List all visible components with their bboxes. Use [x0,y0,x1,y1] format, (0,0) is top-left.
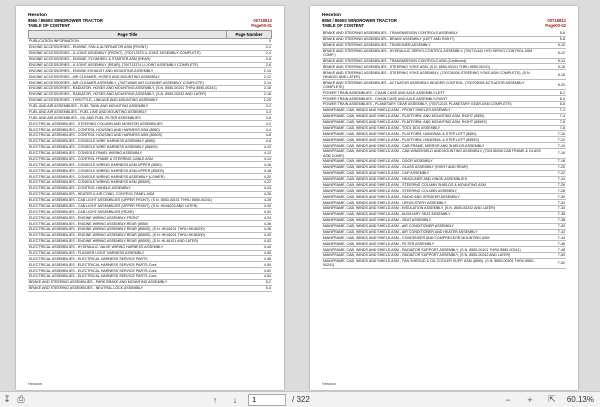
toc-row[interactable] [322,149,566,159]
toc-list-left [28,39,272,292]
toc-entry-title: ELECTRICAL ASSEMBLIES - CONSOLE WIRING HARNESS ASM-UPPER (8550) [29,162,162,167]
toc-entry-title: ELECTRICAL ASSEMBLIES - ENGINE WIRING ASSEMBLY-REAR (8550S), (S.N. HK46201 THRU HK46300) [29,233,205,238]
toc-entry-title: MAINFRAME, CAB, WINDS AND SHIELD ASM - FILTER ASSEMBLY [323,241,435,246]
toc-entry-page: 4-52 [263,268,271,273]
toc-entry-title: MAINFRAME, CAB, WINDS AND SHIELD ASM - PLATFORM, HANDRAIL & STEP-LEFT (8550S) [323,137,479,142]
toc-entry-title: MAINFRAME, CAB, WINDS AND SHIELD ASM - GLASS ASSEMBLY (RIGHT AND REAR) [323,165,468,170]
toc-entry-title: ELECTRICAL ASSEMBLIES - CONSOLE WIRING HARNESS ASM-UPPER (8550S) [29,168,165,173]
toc-entry-page: 5-20 [557,82,565,87]
toc-entry-title: PUBLICATION INFORMATION [29,39,79,44]
toc-entry-page: 7-8 [559,125,565,130]
zoom-level: 60.13% [566,395,594,404]
toc-entry-page: 4-34 [263,215,271,220]
toc-entry-title: POWER TRAIN ASSEMBLIES - CHAIN CASE AND AXLE ASSEMBLY-RIGHT [323,96,448,101]
toc-entry-page: 3-2 [265,104,271,109]
toc-entry-title: MAINFRAME, CAB, WINDS AND SHIELD ASM - RADIO AND SPEAKER ASSEMBLY [323,194,460,199]
document-number: 00718812 [547,18,566,23]
toc-entry-title: ELECTRICAL ASSEMBLIES - FLASHER LIGHT HARNESS ASSEMBLY [29,250,145,255]
download-icon[interactable]: ↧ [3,394,11,404]
toc-entry-page: 6-4 [559,96,565,101]
toc-entry-page: 4-42 [263,239,271,244]
toc-entry-title: MAINFRAME, CAB, WINDS AND SHIELD ASM - AUXILIARY SEAT ASSEMBLY [323,212,451,217]
toc-entry-page: 4-10 [263,145,271,150]
page-navigation [208,393,310,407]
toc-entry-title: BRAKE AND STEERING ASSEMBLIES - STEERING YOKE ASSEMBLY, (700726208 STEERING YOKE ASM COMPLETE), (S.N. HK46101 AND LATER) [323,70,531,79]
toc-entry-page: 4-54 [263,274,271,279]
page-header [16,6,284,28]
toc-entry-page: 5-8 [559,37,565,42]
toc-entry-title: BRAKE AND STEERING ASSEMBLIES - NEUTRAL LOCK ASSEMBLY [29,286,144,291]
section-title: TABLE OF CONTENT [322,23,365,28]
toc-entry-title: MAINFRAME, CAB, WINDS AND SHIELD ASM - PLATFORM, HANDRAIL & STEP-LEFT (8550) [323,131,477,136]
toc-entry-page: 5-14 [557,58,565,63]
toc-entry-page: 4-14 [263,156,271,161]
toc-entry-page: 4-22 [263,180,271,185]
document-number: 00718812 [253,18,272,23]
toc-entry-page: 4-28 [263,198,271,203]
toc-entry-title: BRAKE AND STEERING ASSEMBLIES - TENSIONER ASSEMBLY [323,43,431,48]
toc-entry-page: 7-46 [557,241,565,246]
toc-row[interactable] [322,49,566,59]
toc-entry-page: 7-32 [557,200,565,205]
toc-entry-title: ELECTRICAL ASSEMBLIES - CONTROL HANDLE ASSEMBLY [29,186,131,191]
toc-row[interactable] [322,259,566,269]
toc-entry-title: MAINFRAME, CAB, WINDS AND SHIELD ASM - SEAT ASSEMBLY [323,218,432,223]
toc-entry-page: 7-50 [557,253,565,258]
toc-entry-page: 7-6 [559,120,565,125]
toc-entry-page: 7-34 [557,206,565,211]
toc-entry-title: ELECTRICAL ASSEMBLIES - CONTROL HOUSING AND HARNESS ASM (8550S) [29,133,163,138]
toc-entry-title: ENGINE ACCESSORIES - AIR CLEANER ASSEMBLY, (700716560 AIR CLEANER ASSEMBLY COMPLETE) [29,80,204,85]
toc-entry-title: ELECTRICAL ASSEMBLIES - ENGINE WIRING ASSEMBLY-REAR (8550S), (S.N. HL46101 AND LATER) [29,239,199,244]
toc-entry-title: ELECTRICAL ASSEMBLIES - CONSOLE WIRING HARNESS ASM (8550S) [29,180,151,185]
page-header [310,6,578,28]
toc-entry-title: ENGINE ACCESSORIES - U-JOINT ASSEMBLY (FRONT), (700713375 U-JOINT ASSEMBLY COMPLETE) [29,51,201,56]
toc-entry-title: MAINFRAME, CAB, WINDS AND SHIELD ASM - PLATFORM, AND MOUNTING ASM, RIGHT (8550S) [323,120,487,125]
toc-entry-title: ELECTRICAL ASSEMBLIES - CAB LIGHT ASSEMBLIES (REAR) [29,209,134,214]
toc-entry-page: 2-4 [265,51,271,56]
toc-entry-page: 4-12 [263,151,271,156]
toc-entry-page: 4-32 [263,209,271,214]
toc-row[interactable] [28,286,272,292]
toc-entry-page: 7-28 [557,188,565,193]
viewer-toolbar [0,391,600,407]
toc-entry-title: ENGINE ACCESSORIES - RADIATOR, HOSES AND MOUNTING ASSEMBLY, (S.N. 8550-00101 THRU 8550-00241) [29,86,217,91]
toc-entry-title: MAINFRAME, CAB, WINDS AND SHIELD ASM - CAP ASSEMBLY [323,171,430,176]
toc-entry-page: 7-2 [559,108,565,113]
toc-entry-title: ELECTRICAL ASSEMBLIES - HEATER & AIR COND. CONTROL PANEL ASM [29,192,155,197]
toc-entry-page: 7-22 [557,171,565,176]
zoom-controls [501,393,594,407]
toc-entry-page: 5-12 [557,51,565,56]
document-title: 8550 / 8550S WINDROWER TRACTOR [28,18,103,23]
toc-entry-page: 7-42 [557,229,565,234]
toc-entry-title: MAINFRAME, CAB, WINDS AND SHIELD ASM - RADIATOR SUPPORT ASSEMBLY, (S.N. 8550-00101 THRU 8550-00241) [323,247,521,252]
toc-entry-title: ELECTRICAL ASSEMBLIES - CAB LIGHT ASSEMBLIES (UPPER FRONT), (S.N. 8550-00101 THRU 8550-00241) [29,198,213,203]
toc-entry-page: 4-2 [265,121,271,126]
toc-entry-page: 4-6 [265,133,271,138]
zoom-out-icon[interactable]: − [505,394,511,405]
toc-entry-title: ENGINE ACCESSORIES - ENGINE EXHAUST AND MOUNTING ASSEMBLY [29,68,154,73]
toc-entry-page: 4-36 [263,221,271,226]
toc-entry-page: 2-14 [263,80,271,85]
toc-entry-title: MAINFRAME, CAB, WINDS AND SHIELD ASM - UPHOLSTERY ASSEMBLY [323,200,447,205]
toc-entry-page: 7-12 [557,137,565,142]
toc-entry-page: 7-44 [557,235,565,240]
page-down-icon[interactable]: ↓ [232,394,238,405]
toc-entry-title: ELECTRICAL ASSEMBLIES - ELECTRICAL HARNESS SERVICE PARTS-Cont. [29,274,158,279]
toc-entry-page: 4-48 [263,256,271,261]
toc-entry-page: 7-48 [557,247,565,252]
toc-entry-page: 7-38 [557,218,565,223]
toc-entry-page: 5-6 [559,31,565,36]
toc-entry-title: ELECTRICAL ASSEMBLIES - CONSOLE WIRE HARNESS ASSEMBLY (8550) [29,139,156,144]
toc-entry-title: MAINFRAME, CAB, WINDS AND SHIELD ASM - RADIATOR SUPPORT ASSEMBLY, (S.N. 8550-00242 AND LATER) [323,253,511,258]
toc-entry-title: ELECTRICAL ASSEMBLIES - CONTROL FRAME & STEERING CABLE ASM [29,156,153,161]
print-icon[interactable]: ⎙ [17,394,25,404]
document-page-left [16,6,284,390]
toc-entry-title: POWER TRAIN ASSEMBLIES - PLANETARY GEAR ASSEMBLY, (700712101 PLANETARY GEAR ASM COMPLETE) [323,102,512,107]
document-title: 8550 / 8550S WINDROWER TRACTOR [322,18,397,23]
toc-entry-page: 5-18 [557,72,565,77]
toc-entry-page: 5-4 [265,286,271,291]
toc-entry-title: ELECTRICAL ASSEMBLIES - CONTROL HOUSING AND HARNESS ASM (8550) [29,127,160,132]
page-total: / 322 [292,395,310,404]
toc-entry-page: 0 [269,39,271,44]
toc-entry-page: 7-14 [557,143,565,148]
toc-entry-title: ELECTRICAL ASSEMBLIES - CONSOLE WIRE HARNESS ASSEMBLY (8550S) [29,145,158,150]
toc-entry-page: 7-18 [557,159,565,164]
toc-entry-page: 6-6 [559,102,565,107]
toc-entry-page: 4-30 [263,203,271,208]
toc-entry-title: MAINFRAME, CAB, WINDS AND SHIELD ASM - AIR CONDITIONER ASSEMBLY [323,224,454,229]
toc-entry-title: MAINFRAME, CAB, WINDS AND SHIELD ASM - FAN SHROUD & OIL COOLER SUPP. ASM (8550), (S.N. 8550-00101 THRU 8550-00241) [323,259,535,268]
toc-entry-title: MAINFRAME, CAB, WINDS AND SHIELD ASM - FRONT SHIELDS ASSEMBLY [323,108,451,113]
toc-entry-title: MAINFRAME, CAB, WINDS AND SHIELD ASM - HEADLINER AND HINGE ASSEMBLIES [323,177,467,182]
toc-row[interactable] [322,70,566,80]
toc-column-header [28,30,272,39]
toc-entry-title: BRAKE AND STEERING ASSEMBLIES - PARK BRAKE AND MOUNTING ASSEMBLY [29,280,168,285]
toc-entry-title: ENGINE ACCESSORIES - U-JOINT ASSEMBLY (REAR), (700713374 U-JOINT ASSEMBLY COMPLETE) [29,62,199,67]
toc-entry-page: 7-20 [557,165,565,170]
toc-entry-title: ELECTRICAL ASSEMBLIES - STEERING COLUMN AND MONITOR ASSEMBLIES [29,121,163,126]
toc-entry-page: 2-18 [263,92,271,97]
toc-entry-title: MAINFRAME, CAB, WINDS AND SHIELD ASM - TOOL BOX ASSEMBLY [323,125,441,130]
toc-entry-title: BRAKE AND STEERING ASSEMBLIES - HYDRAULIC SERVO-CONTROL ASSEMBLY, (700711442 HYD SERVO-CONTROL ASM COMP.) [323,49,533,58]
toc-entry-title: ELECTRICAL ASSEMBLIES - CONSOLE WIRING HARNESS ASSEMBLY (LOWER) [29,174,165,179]
toc-entry-page: 4-44 [263,245,271,250]
toc-entry-page: 7-36 [557,212,565,217]
toc-entry-title: MAINFRAME, CAB, WINDS AND SHIELD ASM - STEERING COLUMN ASSEMBLY [323,188,457,193]
toc-entry-page: 4-26 [263,192,271,197]
toc-entry-title: ELECTRICAL ASSEMBLIES - CONSOLE PANEL WIRING ASSEMBLY [29,151,143,156]
toc-entry-title: ELECTRICAL ASSEMBLIES - CAB LIGHT ASSEMBLIES (UPPER FRONT), (S.N. HK46203 AND LATER) [29,203,198,208]
toc-entry-page: 6-2 [559,90,565,95]
toc-entry-page: 3-6 [265,115,271,120]
toc-entry-title: ELECTRICAL ASSEMBLIES - ENGINE WIRING ASSEMBLY-FRONT [29,215,140,220]
toc-entry-title: ENGINE ACCESSORIES - RADIATOR, HOSES AND MOUNTING ASSEMBLY, (S.N. 8550-00242 AND LATER) [29,92,207,97]
toc-entry-page: 7-52 [557,261,565,266]
toc-entry-page: 4-40 [263,233,271,238]
toc-entry-title: ELECTRICAL ASSEMBLIES - ELECTRICAL HARNESS SERVICE PARTS-Cont. [29,268,158,273]
toc-entry-page: 2-2 [265,45,271,50]
toc-entry-page: 4-38 [263,227,271,232]
toc-entry-title: ENGINE ACCESSORIES - ENGINE, FLYWHEEL & STARTER ASM (REAR) [29,57,151,62]
toc-entry-title: POWER TRAIN ASSEMBLIES - CHAIN CASE AND AXLE ASSEMBLY-LEFT [323,90,445,95]
toc-entry-page: 7-4 [559,114,565,119]
toc-entry-title: MAINFRAME, CAB, WINDS AND SHIELD ASM - DOOR ASSEMBLY [323,159,433,164]
toc-entry-title: BRAKE AND STEERING ASSEMBLIES - BRAKE ASSEMBLY (LEFT AND RIGHT) [323,37,455,42]
fit-icon[interactable]: ⇱ [548,394,556,404]
toc-entry-page: 4-20 [263,174,271,179]
toc-entry-title: ENGINE ACCESSORIES - THROTTLE, LINKAGE AND MOUNTING ASSEMBLY [29,98,159,103]
toc-entry-page: 4-18 [263,168,271,173]
toc-entry-page: 7-10 [557,131,565,136]
toc-entry-title: FUEL AND AIR ASSEMBLIES - FUEL LINE AND MOUNTING ASSEMBLY [29,109,147,114]
toc-entry-page: 3-4 [265,109,271,114]
toc-entry-title: MAINFRAME, CAB, WINDS AND SHIELD ASM - INSULATION ASSEMBLY, (S.N. 8550-00242 AND LATER) [323,206,496,211]
toc-entry-page: 5-2 [265,280,271,285]
toc-entry-page: 2-12 [263,74,271,79]
toc-entry-page: 2-10 [263,68,271,73]
page-footer: Hesston [322,382,336,386]
toc-entry-page: 2-16 [263,86,271,91]
toc-entry-page: 7-26 [557,182,565,187]
toc-entry-title: ENGINE ACCESSORIES - AIR CLEANER, HOSES AND MOUNTING ASSEMBLY [29,74,160,79]
toc-row[interactable] [322,80,566,90]
toc-entry-title: BRAKE AND STEERING ASSEMBLIES - STEERING YOKE ASM, (S.N. 8550-00101 THRU 8550-00241) [323,64,491,69]
toc-header-number: Page Number [235,32,263,37]
toc-entry-title: MAINFRAME, CAB, WINDS AND SHIELD ASM - CAB FRAME, MIRROR AND SHIELDS ASSEMBLY [323,143,485,148]
toc-header-title: Page Title [29,31,227,38]
page-reference: Page00-02 [545,23,566,28]
toc-entry-title: ELECTRICAL ASSEMBLIES - ELECTRICAL HARNESS SERVICE PARTS [29,256,148,261]
toc-entry-title: MAINFRAME, CAB, WINDS AND SHIELD ASM - PLATFORM, AND MOUNTING ASM, RIGHT (8550) [323,114,485,119]
toc-entry-page: 4-4 [265,127,271,132]
toc-list-right [322,31,566,269]
toc-entry-title: ELECTRICAL ASSEMBLIES - ENGINE WIRING ASSEMBLY-REAR (8550) [29,221,149,226]
toc-entry-page: 4-46 [263,250,271,255]
brand-label: Hesston [28,13,47,18]
document-page-right [310,6,578,390]
toc-entry-page: 7-16 [557,151,565,156]
toc-entry-page: 5-10 [557,43,565,48]
toc-entry-title: FUEL AND AIR ASSEMBLIES - FUEL TANK AND MOUNTING ASSEMBLY [29,104,149,109]
toc-entry-title: MAINFRAME, CAB, WINDS AND SHIELD ASM - STEERING COLUMN SHIELDS & MOUNTING ASM [323,182,486,187]
toc-entry-title: FUEL AND AIR ASSEMBLIES - OIL AND FUEL FILTER ASSEMBLIES [29,115,141,120]
toc-entry-page: 4-50 [263,262,271,267]
toc-entry-title: MAINFRAME, CAB, WINDS AND SHIELD ASM - CAB WINDSHIELD AND MOUNTING ASSEMBLY, (700136208 CAB FRAME & GLASS ASM COMP.) [323,149,541,158]
toc-entry-page: 7-24 [557,177,565,182]
toc-entry-page: 4-8 [265,139,271,144]
section-title: TABLE OF CONTENT [28,23,71,28]
toc-entry-title: MAINFRAME, CAB, WINDS AND SHIELD ASM - CONDENSER AND COMPRESSOR MOUNTING ASM [323,235,490,240]
toc-entry-page: 7-30 [557,194,565,199]
brand-label: Hesston [322,13,341,18]
toc-entry-title: BRAKE AND STEERING ASSEMBLIES - TRANSMISSION CONTROLS ASSEMBLY [323,31,458,36]
toc-entry-page: 4-16 [263,162,271,167]
page-reference: Page00-01 [251,23,272,28]
page-footer: Hesston [28,382,42,386]
toc-entry-page: 2-8 [265,62,271,67]
page-number-input[interactable] [248,394,286,406]
toc-entry-page: 5-16 [557,64,565,69]
toc-entry-page: 7-40 [557,224,565,229]
toc-entry-title: ELECTRICAL ASSEMBLIES - ELECTRICAL HARNESS SERVICE PARTS-Cont. [29,262,158,267]
toc-entry-title: ENGINE ACCESSORIES - ENGINE, FAN & ALTERNATOR ASM (FRONT) [29,45,148,50]
zoom-in-icon[interactable]: + [527,394,533,405]
page-up-icon[interactable]: ↑ [212,394,218,405]
toc-entry-title: BRAKE AND STEERING ASSEMBLIES - TRANSMISSION CONTROLS ASM (Continued) [323,58,467,63]
toc-entry-title: MAINFRAME, CAB, WINDS AND SHIELD ASM - AIR CONDITIONER AND HEATER ASSEMBLY [323,229,478,234]
toc-entry-page: 4-24 [263,186,271,191]
toc-entry-title: ELECTRICAL ASSEMBLIES - HYDRAULIC VALVE WIRING HARNESS ASSEMBLY [29,245,164,250]
toc-entry-page: 2-6 [265,57,271,62]
toc-entry-title: ELECTRICAL ASSEMBLIES - ENGINE WIRING ASSEMBLY-REAR (8550S), (S.N. HK46101 THRU HK46200) [29,227,205,232]
toc-entry-page: 2-20 [263,98,271,103]
toc-entry-title: BRAKE AND STEERING ASSEMBLIES - ACTUATOR ASSEMBLY-HEADER CONTROL, (700705094 ACTUATOR ASSEMBLY COMPLETE) [323,80,525,89]
